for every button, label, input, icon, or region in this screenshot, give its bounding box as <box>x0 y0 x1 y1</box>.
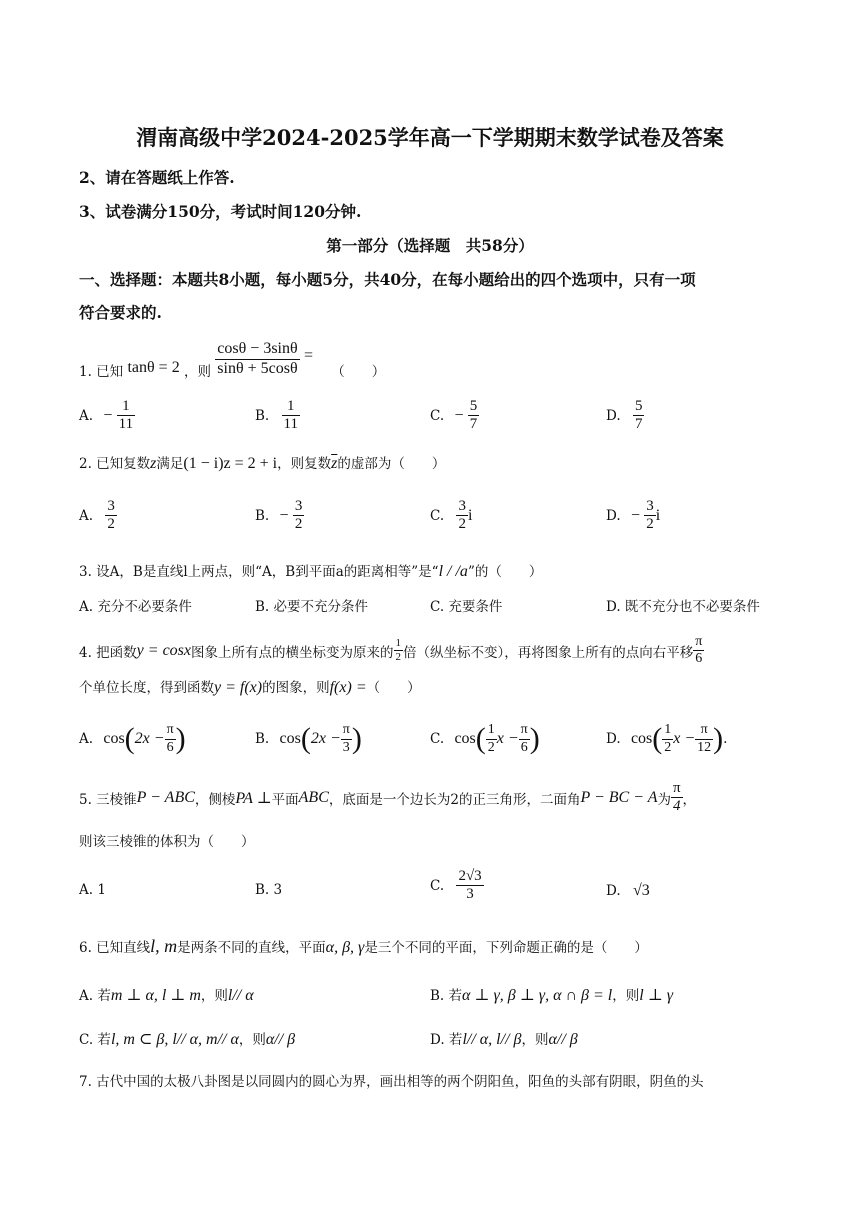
part-heading: 第一部分（选择题 共58分） <box>326 236 534 255</box>
q2-option-b: B. − $\frac{3}{2}$ <box>255 498 303 533</box>
q3-option-d: D. 既不充分也不必要条件 <box>606 599 760 615</box>
q4-option-b: B. cos(2x − $\frac{\pi}{3}$ ) <box>255 722 362 755</box>
q2-option-a: A. $\frac{3}{2}$ <box>79 498 115 533</box>
q5-option-a: A. 1 <box>79 882 106 898</box>
q1-numerator: cosθ − 3sinθ <box>215 340 299 359</box>
q1-option-d: D. $\frac{5}{7}$ <box>606 398 643 433</box>
instruction-2: 2、请在答题纸上作答. <box>79 168 235 187</box>
q1-equals: = <box>303 347 313 364</box>
q3-option-c: C. 充要条件 <box>430 599 503 615</box>
q3-option-b: B. 必要不充分条件 <box>255 599 369 615</box>
question-5: 5. 三棱锥P − ABC，侧棱PA ⊥平面ABC，底面是一个边长为2的正三角形，二面角P − BC − A为 $\frac{\pi}{4}$ ， <box>79 780 697 815</box>
q1-denominator: sinθ + 5cosθ <box>217 359 298 377</box>
q5-option-d: D. √3 <box>606 882 650 899</box>
q6-option-c: C. 若l, m ⊂ β, l// α, m// α，则α// β <box>79 1031 296 1048</box>
q4-option-c: C. cos( $\frac{1}{2}$ x − $\frac{\pi}{6}$ ) <box>430 722 540 755</box>
q1-condition: tanθ = 2 <box>127 359 180 376</box>
q4-option-d: D. cos( $\frac{1}{2}$ x − $\frac{\pi}{12}$ ). <box>606 722 728 755</box>
question-4-line2: 个单位长度，得到函数y = f(x)的图象，则f(x) =（ ） <box>79 679 421 696</box>
q1-option-a: A. − $\frac{1}{11}$ <box>79 398 134 433</box>
q3-option-a: A. 充分不必要条件 <box>79 599 192 615</box>
q1-fraction <box>215 340 299 378</box>
section-heading-line1: 一、选择题：本题共8小题，每小题5分，共40分，在每小题给出的四个选项中，只有一项 <box>79 270 696 289</box>
instruction-3: 3、试卷满分150分，考试时间120分钟. <box>79 202 362 221</box>
question-6: 6. 已知直线l, m是两条不同的直线，平面α, β, γ是三个不同的平面，下列命题正确的是（ ） <box>79 936 648 956</box>
question-2: 2. 已知复数z满足(1 − i)z = 2 + i，则复数$\overline{z}$的虚部为（ ） <box>79 455 446 472</box>
q5-option-b: B. 3 <box>255 882 283 898</box>
question-5-line2: 则该三棱锥的体积为（ ） <box>79 834 255 850</box>
q6-option-b: B. 若α ⊥ γ, β ⊥ γ, α ∩ β = l，则l ⊥ γ <box>430 987 674 1004</box>
q2-option-c: C. $\frac{3}{2}$ i <box>430 498 473 533</box>
page-title: 渭南高级中学2024-2025学年高一下学期期末数学试卷及答案 <box>136 125 724 150</box>
question-1 <box>79 338 385 380</box>
q1-option-b: B. $\frac{1}{11}$ <box>255 398 298 433</box>
q6-option-d: D. 若l// α, l// β，则α// β <box>430 1031 578 1048</box>
question-7: 7. 古代中国的太极八卦图是以同圆内的圆心为界，画出相等的两个阴阳鱼，阳鱼的头部有阴眼，阴鱼的头 <box>79 1074 704 1090</box>
q1-option-c: C. − $\frac{5}{7}$ <box>430 398 478 433</box>
q5-option-c: C. $\frac{2√3}{3}$ <box>430 868 482 903</box>
q6-option-a: A. 若m ⊥ α, l ⊥ m，则l// α <box>79 987 254 1004</box>
question-4: 4. 把函数y = cosx图象上所有点的横坐标变为原来的 $\frac{1}{2}$ 倍（纵坐标不变），再将图象上所有的点向右平移 $\frac{\pi}{6}$ <box>79 634 703 667</box>
section-heading-line2: 符合要求的. <box>79 303 162 322</box>
q1-prefix: 1. 已知 <box>79 364 124 380</box>
question-3: 3. 设A，B是直线l上两点，则“A，B到平面a的距离相等”是“l / /a”的（ ） <box>79 563 543 580</box>
q2-option-d: D. − $\frac{3}{2}$ i <box>606 498 661 533</box>
q4-option-a: A. cos(2x − $\frac{\pi}{6}$ ) <box>79 722 186 755</box>
q1-paren: （ ） <box>331 364 386 380</box>
q1-mid: ，则 <box>184 364 211 380</box>
